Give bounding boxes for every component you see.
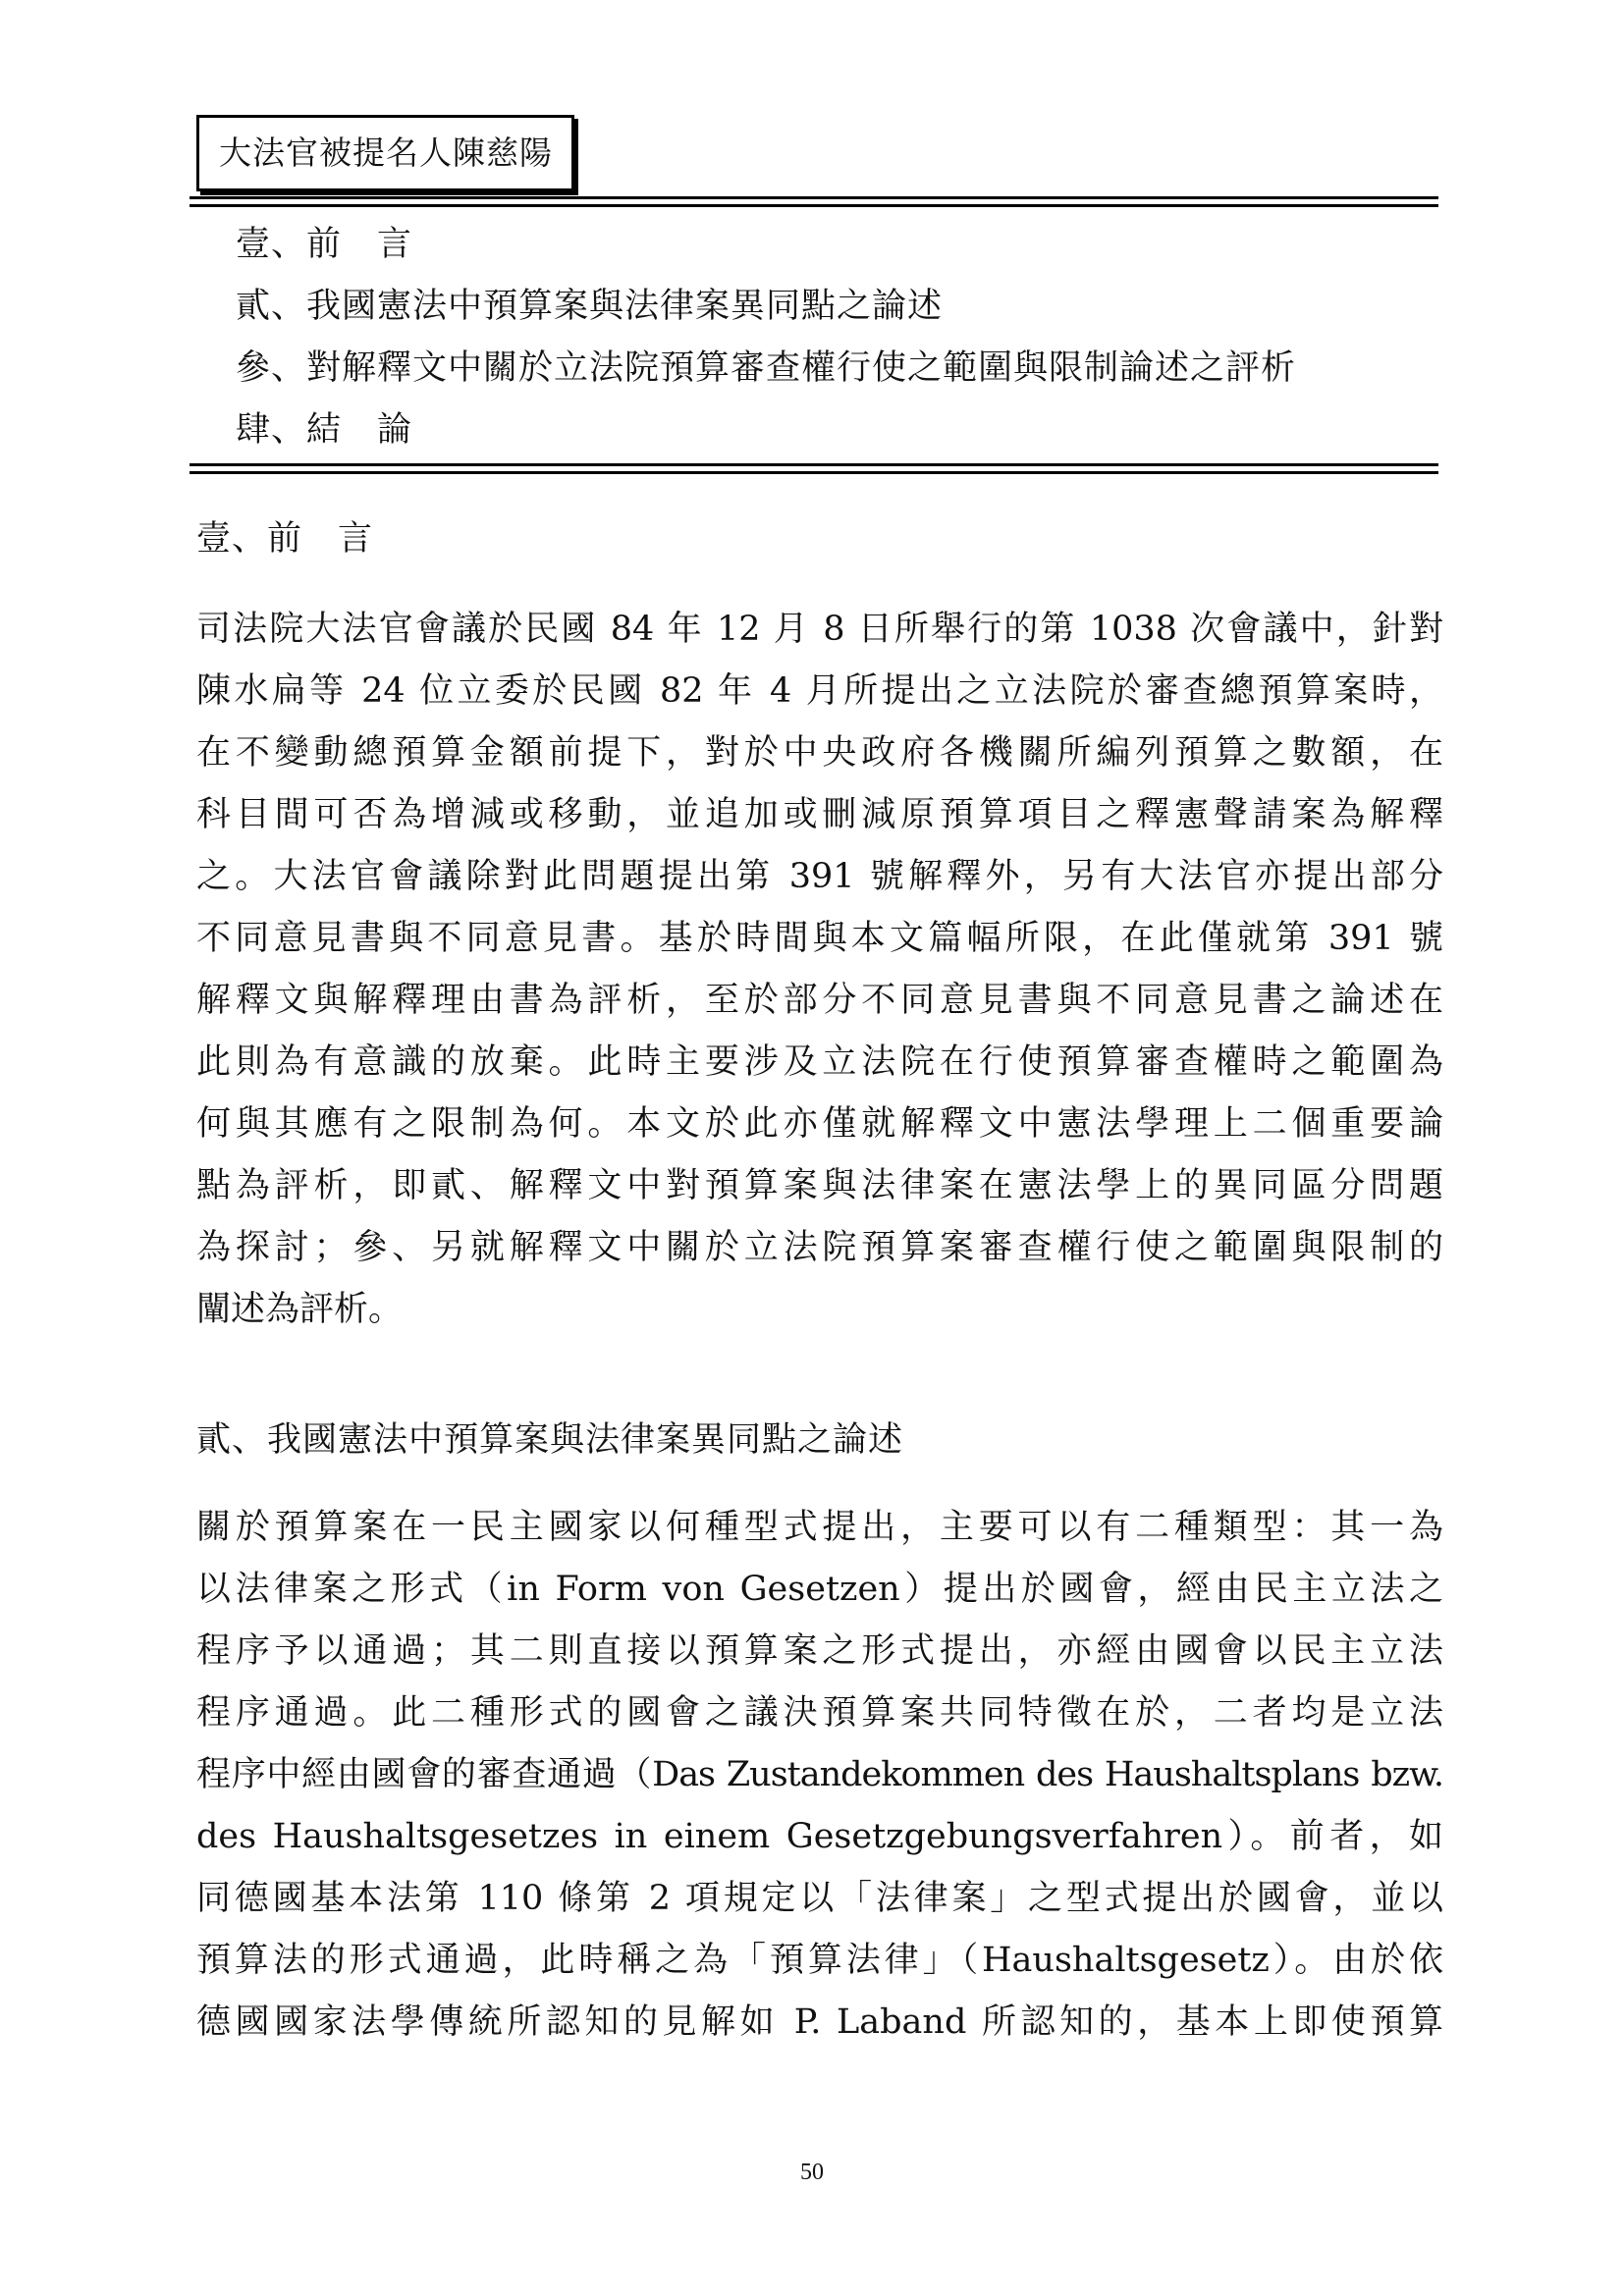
paragraph-line: 闡述為評析。 [196,1290,404,1329]
paragraph-line: 陳水扁等 24 位立委於民國 82 年 4 月所提出之立法院於審查總預算案時， [196,671,1443,711]
paragraph-line: 在不變動總預算金額前提下，對於中央政府各機關所編列預算之數額，在 [196,733,1443,773]
paragraph-line: 之。大法官會議除對此問題提出第 391 號解釋外，另有大法官亦提出部分 [196,857,1443,896]
paragraph-line: 為探討；參、另就解釋文中關於立法院預算案審查權行使之範圍與限制的 [196,1228,1443,1267]
paragraph-line: 科目間可否為增減或移動，並追加或刪減原預算項目之釋憲聲請案為解釋 [196,795,1443,834]
toc-top-rule [189,196,1438,207]
paragraph-line: des Haushaltsgesetzes in einem Gesetzgebungsverfahren）。前者，如 [196,1817,1443,1856]
toc-item-1: 壹、前 言 [236,225,413,264]
paragraph-line: 預算法的形式通過，此時稱之為「預算法律」（Haushaltsgesetz）。由於依 [196,1941,1443,1980]
paragraph-line: 關於預算案在一民主國家以何種型式提出，主要可以有二種類型：其一為 [196,1508,1443,1547]
toc-item-2: 貳、我國憲法中預算案與法律案異同點之論述 [236,287,944,326]
section-1-heading: 壹、前 言 [196,519,374,559]
toc-item-3: 參、對解釋文中關於立法院預算審查權行使之範圍與限制論述之評析 [236,348,1297,388]
paragraph-line: 同德國基本法第 110 條第 2 項規定以「法律案」之型式提出於國會，並以 [196,1879,1443,1918]
paragraph-line: 此則為有意識的放棄。此時主要涉及立法院在行使預算審查權時之範圍為 [196,1042,1443,1082]
paragraph-line: 何與其應有之限制為何。本文於此亦僅就解釋文中憲法學理上二個重要論 [196,1104,1443,1144]
section-2-heading: 貳、我國憲法中預算案與法律案異同點之論述 [196,1420,904,1460]
section-1-paragraph [196,599,1443,1341]
table-of-contents [236,214,1414,461]
paragraph-line: 司法院大法官會議於民國 84 年 12 月 8 日所舉行的第 1038 次會議中，針對 [196,610,1443,649]
page-number: 50 [800,2160,824,2185]
paragraph-line: 以法律案之形式（in Form von Gesetzen）提出於國會，經由民主立法之 [196,1570,1443,1609]
paragraph-line: 不同意見書與不同意見書。基於時間與本文篇幅所限，在此僅就第 391 號 [196,919,1443,958]
paragraph-line: 點為評析，即貳、解釋文中對預算案與法律案在憲法學上的異同區分問題 [196,1166,1443,1205]
paragraph-line: 解釋文與解釋理由書為評析，至於部分不同意見書與不同意見書之論述在 [196,981,1443,1020]
section-2-paragraph [196,1497,1443,2054]
nominee-label-box [196,115,574,191]
toc-bottom-rule [189,463,1438,474]
paragraph-line: 程序予以通過；其二則直接以預算案之形式提出，亦經由國會以民主立法 [196,1631,1443,1671]
paragraph-line: 程序通過。此二種形式的國會之議決預算案共同特徵在於，二者均是立法 [196,1693,1443,1733]
paragraph-line: 德國國家法學傳統所認知的見解如 P. Laband 所認知的，基本上即使預算 [196,2002,1443,2042]
nominee-label: 大法官被提名人陳慈陽 [219,133,553,172]
paragraph-line: 程序中經由國會的審查通過（Das Zustandekommen des Haushaltsplans bzw. [196,1755,1443,1794]
toc-item-4: 肆、結 論 [236,410,413,450]
